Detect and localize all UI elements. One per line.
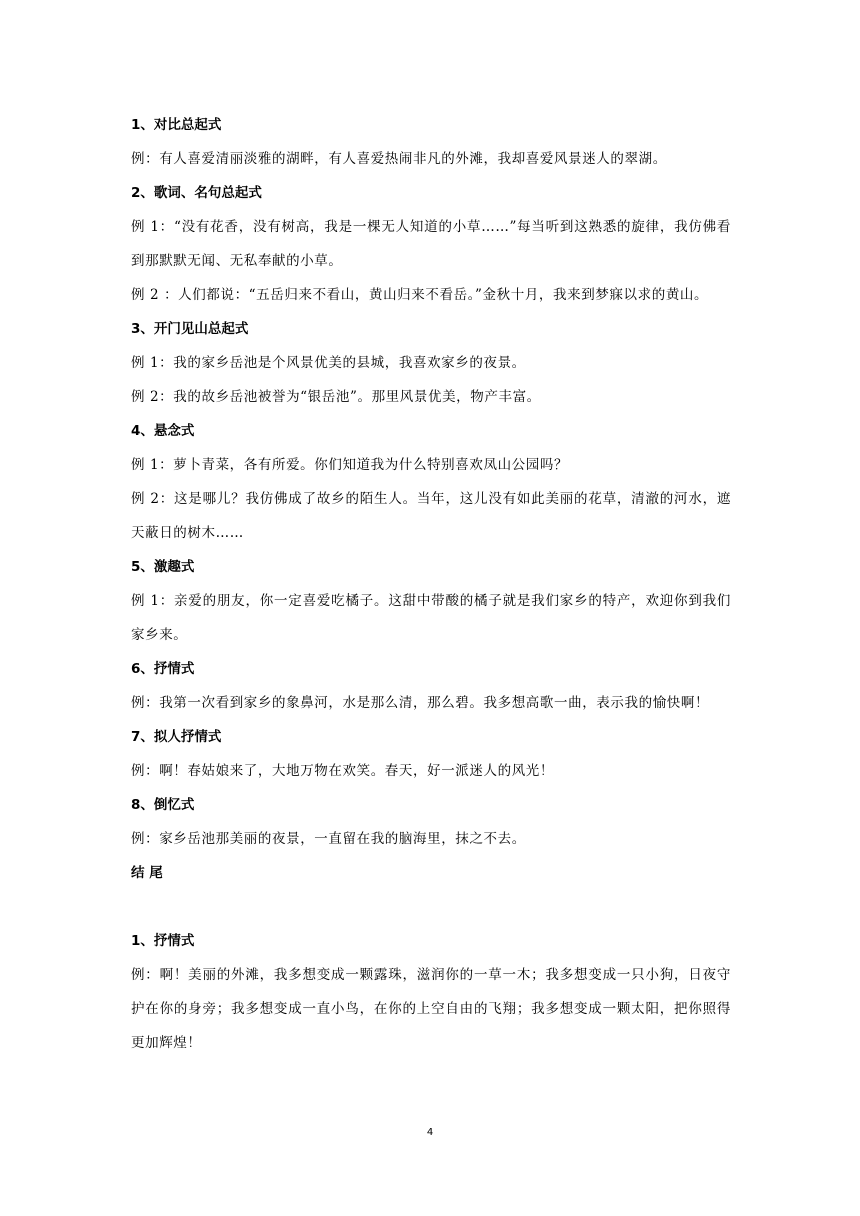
- example-paragraph: 例 2 ：人们都说：“五岳归来不看山，黄山归来不看岳。”金秋十月，我来到梦寐以求的黄山。: [131, 287, 709, 303]
- example-paragraph: 例 1：“没有花香，没有树高，我是一棵无人知道的小草……”每当听到这熟悉的旋律，我仿佛看到那默默无闻、无私奉献的小草。: [131, 219, 731, 269]
- section-direct-opening: [131, 312, 731, 414]
- section-heading: 5、激趣式: [131, 559, 195, 575]
- section-heading: 1、抒情式: [131, 933, 195, 949]
- section-heading: 1、对比总起式: [131, 117, 222, 133]
- example-paragraph: 例：啊！春姑娘来了，大地万物在欢笑。春天，好一派迷人的风光！: [131, 763, 554, 779]
- section-heading: 7、拟人抒情式: [131, 729, 222, 745]
- example-paragraph: 例：家乡岳池那美丽的夜景，一直留在我的脑海里，抹之不去。: [131, 831, 526, 847]
- example-paragraph: 例 2：我的故乡岳池被誉为“银岳池”。那里风景优美，物产丰富。: [131, 389, 541, 405]
- example-paragraph: 例：有人喜爱清丽淡雅的湖畔，有人喜爱热闹非凡的外滩，我却喜爱风景迷人的翠湖。: [131, 151, 667, 167]
- example-paragraph: 例：啊！美丽的外滩，我多想变成一颗露珠，滋润你的一草一木；我多想变成一只小狗，日夜守护在你的身旁；我多想变成一直小鸟，在你的上空自由的飞翔；我多想变成一颗太阳，把你照得更加辉煌！: [131, 967, 731, 1051]
- example-paragraph: 例 1：亲爱的朋友，你一定喜爱吃橘子。这甜中带酸的橘子就是我们家乡的特产，欢迎你到我们家乡来。: [131, 593, 731, 643]
- section-lyrical-ending: [131, 924, 731, 1060]
- section-heading: 4、悬念式: [131, 423, 195, 439]
- section-lyrical-opening: [131, 652, 731, 720]
- example-paragraph: 例 1：我的家乡岳池是个风景优美的县城，我喜欢家乡的夜景。: [131, 355, 526, 371]
- page-number: 4: [426, 1127, 434, 1138]
- example-paragraph: 例 2：这是哪儿？我仿佛成了故乡的陌生人。当年，这儿没有如此美丽的花草，清澈的河水，遮天蔽日的树木……: [131, 491, 731, 541]
- section-contrast-opening: [131, 108, 731, 176]
- section-heading: 8、倒忆式: [131, 797, 195, 813]
- section-flashback-opening: [131, 788, 731, 856]
- section-lyrics-opening: [131, 176, 731, 312]
- blank-line: [131, 890, 731, 924]
- section-interest-opening: [131, 550, 731, 652]
- section-heading: 3、开门见山总起式: [131, 321, 249, 337]
- section-heading: 6、抒情式: [131, 661, 195, 677]
- section-suspense-opening: [131, 414, 731, 550]
- document-body: [131, 108, 731, 1060]
- section-personification-opening: [131, 720, 731, 788]
- ending-heading: 结 尾: [131, 865, 163, 881]
- section-heading: 2、歌词、名句总起式: [131, 185, 262, 201]
- example-paragraph: 例：我第一次看到家乡的象鼻河，水是那么清，那么碧。我多想高歌一曲，表示我的愉快啊！: [131, 695, 710, 711]
- example-paragraph: 例 1：萝卜青菜，各有所爱。你们知道我为什么特别喜欢凤山公园吗？: [131, 457, 569, 473]
